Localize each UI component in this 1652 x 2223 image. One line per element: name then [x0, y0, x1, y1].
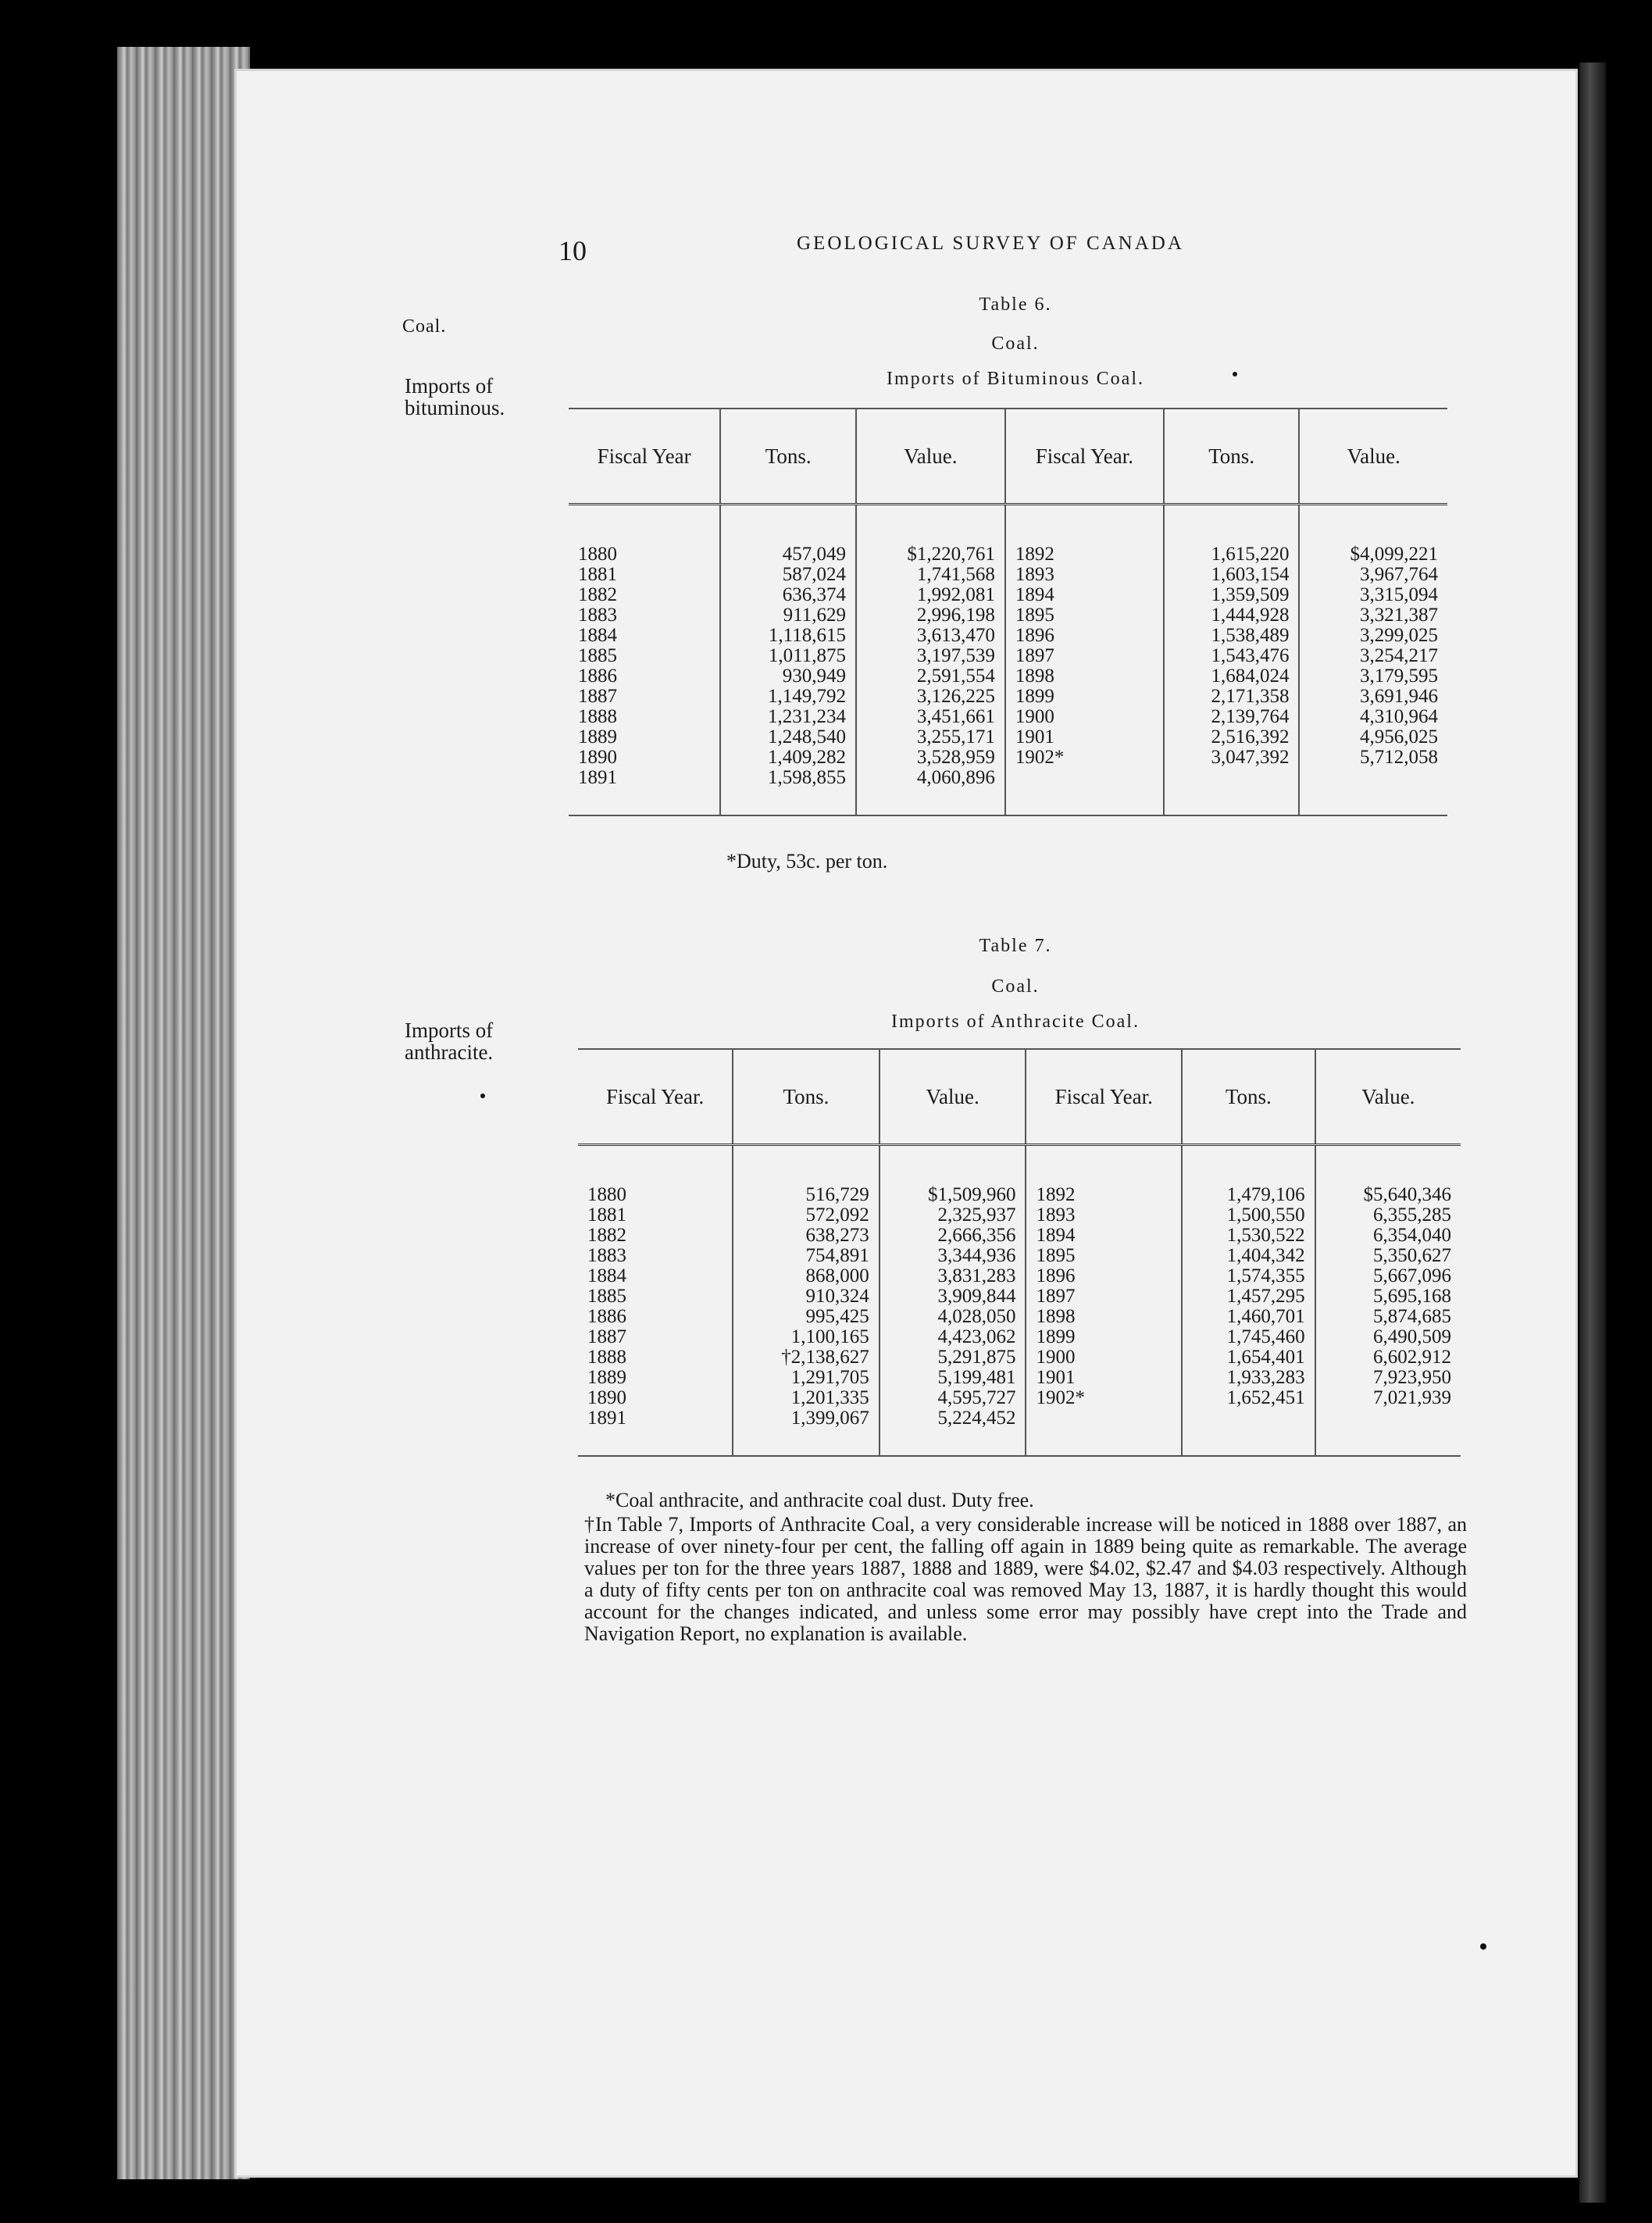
- table7-header-value-2: Value.: [1315, 1049, 1461, 1145]
- table7-right-values-cell: 7,021,939: [1373, 1387, 1451, 1408]
- table7-left-years-cell: 1882: [587, 1225, 626, 1246]
- table6-left-tons-cell: 1,409,282: [767, 747, 846, 768]
- table7-left-tons-cell: 516,729: [805, 1184, 869, 1205]
- table7-header-fiscal-year-2: Fiscal Year.: [1026, 1049, 1182, 1145]
- table6-right-years-cell: 1896: [1015, 625, 1054, 646]
- table6-header-fiscal-year-2: Fiscal Year.: [1005, 409, 1164, 505]
- table7-left-tons-cell: 1,291,705: [790, 1367, 869, 1388]
- table6-right-years-cell: 1897: [1015, 645, 1054, 666]
- table6-left-years-cell: 1890: [578, 747, 617, 768]
- table7-right-values-cell: 5,695,168: [1373, 1286, 1451, 1307]
- table6-left-values-cell: 2,996,198: [916, 605, 995, 626]
- table7-label: Table 7.: [979, 936, 1052, 956]
- table7-left-values-cell: 3,831,283: [937, 1265, 1016, 1286]
- table7-right-years-cell: 1895: [1036, 1245, 1076, 1266]
- table6-right-years-cell: 1899: [1015, 686, 1054, 707]
- table6-right-years-cell: 1894: [1015, 584, 1054, 605]
- table6-right-years-cell: 1898: [1015, 665, 1054, 687]
- table6-right-tons-cell: 1,359,509: [1211, 584, 1290, 605]
- table6-header-tons: Tons.: [720, 409, 856, 505]
- table6-bituminous-imports: [569, 408, 1447, 816]
- table7-left-values-cell: 4,423,062: [937, 1326, 1016, 1347]
- table7-right-years: [1026, 1145, 1182, 1457]
- page-number: 10: [558, 235, 587, 266]
- table7-explanatory-note: †In Table 7, Imports of Anthracite Coal, a very considerable increase will be noticed in 1888 over 1887, an increase of over ninety-four per cent, the falling off again in 1889 being quite as remarkable. The average values per ton for the three years 1887, 1888 and 1889, were $4.02, $2.47 and $4.03 respectively. Although a duty of fifty cents per ton on anthracite coal was removed May 13, 1887, it is hardly thought this would account for the changes indicated, and unless some error may possibly have crept into the Trade and Navigation Report, no explanation is available.: [584, 1513, 1467, 1645]
- table7-right-years-cell: 1892: [1036, 1184, 1076, 1205]
- scan-speck: [1480, 1943, 1486, 1950]
- table6-right-tons-cell: 1,603,154: [1211, 564, 1290, 585]
- table6-right-values-cell: 3,967,764: [1360, 564, 1438, 585]
- table7-left-years-cell: 1890: [587, 1387, 626, 1408]
- book-page-edges: [117, 47, 250, 2179]
- table6-left-values-cell: 1,741,568: [916, 564, 995, 585]
- table6-right-tons: [1164, 505, 1300, 816]
- table6-left-values-cell: 3,126,225: [916, 686, 995, 707]
- table7-right-values: [1315, 1145, 1461, 1457]
- table6-right-tons-cell: 2,516,392: [1211, 726, 1290, 748]
- table7-right-years-cell: 1900: [1036, 1347, 1076, 1368]
- table6-header-tons-2: Tons.: [1164, 409, 1300, 505]
- table6-right-values-cell: 3,299,025: [1360, 625, 1438, 646]
- table6-left-tons-cell: 457,049: [782, 544, 846, 565]
- table7-right-years-cell: 1896: [1036, 1265, 1076, 1286]
- table7-right-tons-cell: 1,574,355: [1226, 1265, 1305, 1286]
- table6-right-years-cell: 1893: [1015, 564, 1054, 585]
- table7-right-years-cell: 1901: [1036, 1367, 1076, 1388]
- table7-left-years-cell: 1883: [587, 1245, 626, 1266]
- table7-right-tons-cell: 1,654,401: [1226, 1347, 1305, 1368]
- table7-left-tons-cell: 868,000: [805, 1265, 869, 1286]
- table6-left-tons-cell: 1,248,540: [767, 726, 846, 748]
- table7-title: Imports of Anthracite Coal.: [891, 1012, 1140, 1032]
- table6-subject: Coal.: [991, 334, 1040, 354]
- table6-right-tons-cell: 1,684,024: [1211, 665, 1290, 687]
- table7-footnote: *Coal anthracite, and anthracite coal dust. Duty free.: [605, 1489, 1034, 1511]
- table6-right-years-cell: 1902*: [1015, 747, 1065, 768]
- table6-right-values-cell: 4,310,964: [1360, 706, 1438, 727]
- table7-left-values-cell: 2,666,356: [937, 1225, 1016, 1246]
- table7-left-years-cell: 1880: [587, 1184, 626, 1205]
- table6-left-tons-cell: 1,231,234: [767, 706, 846, 727]
- table6-left-values-cell: 1,992,081: [916, 584, 995, 605]
- table7-left-values: [880, 1145, 1026, 1457]
- table7-left-years-cell: 1886: [587, 1306, 626, 1327]
- table7-right-values-cell: 5,874,685: [1373, 1306, 1451, 1327]
- table7-header-tons-2: Tons.: [1182, 1049, 1315, 1145]
- table6-left-years-cell: 1880: [578, 544, 617, 565]
- table6-left-years-cell: 1881: [578, 564, 617, 585]
- table7-right-values-cell: 6,490,509: [1373, 1326, 1451, 1347]
- table7-right-tons-cell: 1,652,451: [1226, 1387, 1305, 1408]
- table7-right-values-cell: 6,602,912: [1373, 1347, 1451, 1368]
- table7-left-values-cell: 5,291,875: [937, 1347, 1016, 1368]
- table6-left-years-cell: 1889: [578, 726, 617, 748]
- table6-left-values: [856, 505, 1005, 816]
- table7-left-tons-cell: 638,273: [805, 1225, 869, 1246]
- margin-note-anthracite: Imports of anthracite.: [405, 1019, 494, 1064]
- table7-left-tons-cell: 1,399,067: [790, 1408, 869, 1429]
- table7-right-values-cell: 7,923,950: [1373, 1367, 1451, 1388]
- table6-header-value-2: Value.: [1299, 409, 1447, 505]
- table6-right-tons-cell: 1,615,220: [1211, 544, 1290, 565]
- table6-left-years-cell: 1891: [578, 767, 617, 788]
- table7-left-tons-cell: 995,425: [805, 1306, 869, 1327]
- table7-left-values-cell: 3,344,936: [937, 1245, 1016, 1266]
- table6-right-tons-cell: 2,171,358: [1211, 686, 1290, 707]
- table7-right-values-cell: 5,667,096: [1373, 1265, 1451, 1286]
- table7-right-values-cell: 5,350,627: [1373, 1245, 1451, 1266]
- table7-right-values-cell: 6,354,040: [1373, 1225, 1451, 1246]
- table6-right-tons-cell: 1,444,928: [1211, 605, 1290, 626]
- table7-right-years-cell: 1894: [1036, 1225, 1076, 1246]
- table6-left-values-cell: 4,060,896: [916, 767, 995, 788]
- table7-left-years-cell: 1887: [587, 1326, 626, 1347]
- table6-right-years-cell: 1895: [1015, 605, 1054, 626]
- table6-right-values-cell: $4,099,221: [1350, 544, 1438, 565]
- margin-note-bituminous: Imports of bituminous.: [405, 374, 505, 419]
- table7-anthracite-imports: [578, 1048, 1461, 1457]
- table6-left-tons-cell: 1,011,875: [768, 645, 846, 666]
- table7-left-tons-cell: †2,138,627: [781, 1347, 869, 1368]
- table7-right-years-cell: 1902*: [1036, 1387, 1085, 1408]
- scan-speck: [480, 1094, 485, 1098]
- table6-right-values-cell: 3,691,946: [1360, 686, 1438, 707]
- table6-right-years-cell: 1901: [1015, 726, 1054, 748]
- table7-right-tons: [1182, 1145, 1315, 1457]
- table6-left-tons-cell: 1,149,792: [767, 686, 846, 707]
- table6-left-years-cell: 1887: [578, 686, 617, 707]
- table6-right-years: [1005, 505, 1164, 816]
- table6-left-values-cell: 3,197,539: [916, 645, 995, 666]
- table7-header-tons: Tons.: [733, 1049, 880, 1145]
- table6-left-tons-cell: 930,949: [782, 665, 846, 687]
- table7-right-tons-cell: 1,530,522: [1226, 1225, 1305, 1246]
- table6-left-years-cell: 1884: [578, 625, 617, 646]
- table6-right-tons-cell: 1,538,489: [1211, 625, 1290, 646]
- table6-right-tons-cell: 1,543,476: [1211, 645, 1290, 666]
- table6-label: Table 6.: [979, 294, 1052, 315]
- table6-left-years-cell: 1888: [578, 706, 617, 727]
- margin-topic: Coal.: [402, 316, 447, 337]
- table7-left-years-cell: 1891: [587, 1408, 626, 1429]
- table7-left-years-cell: 1888: [587, 1347, 626, 1368]
- running-title: GEOLOGICAL SURVEY OF CANADA: [797, 233, 1184, 254]
- table6-left-years: [569, 505, 720, 816]
- table6-right-tons-cell: 2,139,764: [1211, 706, 1290, 727]
- table7-right-values-cell: 6,355,285: [1373, 1204, 1451, 1226]
- table6-left-values-cell: 3,255,171: [916, 726, 995, 748]
- table6-left-tons-cell: 587,024: [782, 564, 846, 585]
- table7-header-fiscal-year: Fiscal Year.: [578, 1049, 733, 1145]
- table6-header-value: Value.: [856, 409, 1005, 505]
- table6-left-tons-cell: 911,629: [783, 605, 846, 626]
- table7-right-tons-cell: 1,500,550: [1226, 1204, 1305, 1226]
- table7-right-tons-cell: 1,457,295: [1226, 1286, 1305, 1307]
- table6-left-tons-cell: 1,118,615: [768, 625, 846, 646]
- table6-right-years-cell: 1900: [1015, 706, 1054, 727]
- table6-left-tons: [720, 505, 856, 816]
- table7-left-values-cell: 5,199,481: [937, 1367, 1016, 1388]
- scan-speck: [1233, 372, 1237, 376]
- table6-left-years-cell: 1882: [578, 584, 617, 605]
- table7-left-tons-cell: 1,201,335: [790, 1387, 869, 1408]
- table6-left-values-cell: 3,528,959: [916, 747, 995, 768]
- table6-right-years-cell: 1892: [1015, 544, 1054, 565]
- table7-right-tons-cell: 1,745,460: [1226, 1326, 1305, 1347]
- table7-right-years-cell: 1893: [1036, 1204, 1076, 1226]
- table7-header-value: Value.: [880, 1049, 1026, 1145]
- table7-subject: Coal.: [991, 976, 1040, 997]
- table6-right-tons-cell: 3,047,392: [1211, 747, 1290, 768]
- table7-left-tons: [733, 1145, 880, 1457]
- table7-left-years-cell: 1885: [587, 1286, 626, 1307]
- table6-left-values-cell: 3,451,661: [916, 706, 995, 727]
- table7-right-years-cell: 1898: [1036, 1306, 1076, 1327]
- table7-right-tons-cell: 1,404,342: [1226, 1245, 1305, 1266]
- table6-title: Imports of Bituminous Coal.: [887, 369, 1144, 389]
- table6-right-values-cell: 5,712,058: [1360, 747, 1438, 768]
- table6-right-values-cell: 3,321,387: [1360, 605, 1438, 626]
- table6-left-tons-cell: 636,374: [782, 584, 846, 605]
- table7-left-values-cell: 5,224,452: [937, 1408, 1016, 1429]
- table6-right-values-cell: 4,956,025: [1360, 726, 1438, 748]
- table7-left-tons-cell: 910,324: [805, 1286, 869, 1307]
- table6-left-years-cell: 1885: [578, 645, 617, 666]
- table6-left-years-cell: 1886: [578, 665, 617, 687]
- table6-left-years-cell: 1883: [578, 605, 617, 626]
- table6-left-values-cell: 3,613,470: [916, 625, 995, 646]
- table6-left-tons-cell: 1,598,855: [767, 767, 846, 788]
- table7-right-years-cell: 1899: [1036, 1326, 1076, 1347]
- table6-left-values-cell: 2,591,554: [916, 665, 995, 687]
- table7-left-tons-cell: 572,092: [805, 1204, 869, 1226]
- table7-right-values-cell: $5,640,346: [1363, 1184, 1451, 1205]
- table6-header-fiscal-year: Fiscal Year: [569, 409, 720, 505]
- table7-right-tons-cell: 1,460,701: [1226, 1306, 1305, 1327]
- table6-footnote: *Duty, 53c. per ton.: [726, 850, 888, 872]
- table7-left-values-cell: 4,028,050: [937, 1306, 1016, 1327]
- table7-left-values-cell: 4,595,727: [937, 1387, 1016, 1408]
- table6-left-values-cell: $1,220,761: [907, 544, 995, 565]
- book-right-edge: [1579, 62, 1606, 2203]
- table6-right-values-cell: 3,315,094: [1360, 584, 1438, 605]
- table7-left-years-cell: 1889: [587, 1367, 626, 1388]
- table6-right-values-cell: 3,254,217: [1360, 645, 1438, 666]
- table7-right-tons-cell: 1,933,283: [1226, 1367, 1305, 1388]
- table7-left-tons-cell: 1,100,165: [790, 1326, 869, 1347]
- table7-right-tons-cell: 1,479,106: [1226, 1184, 1305, 1205]
- table7-left-values-cell: $1,509,960: [927, 1184, 1016, 1205]
- table7-left-values-cell: 3,909,844: [937, 1286, 1016, 1307]
- table6-right-values: [1299, 505, 1447, 816]
- table7-left-years-cell: 1881: [587, 1204, 626, 1226]
- table7-left-years: [578, 1145, 733, 1457]
- table7-left-years-cell: 1884: [587, 1265, 626, 1286]
- table6-right-values-cell: 3,179,595: [1360, 665, 1438, 687]
- table7-left-values-cell: 2,325,937: [937, 1204, 1016, 1226]
- table7-left-tons-cell: 754,891: [805, 1245, 869, 1266]
- table7-right-years-cell: 1897: [1036, 1286, 1076, 1307]
